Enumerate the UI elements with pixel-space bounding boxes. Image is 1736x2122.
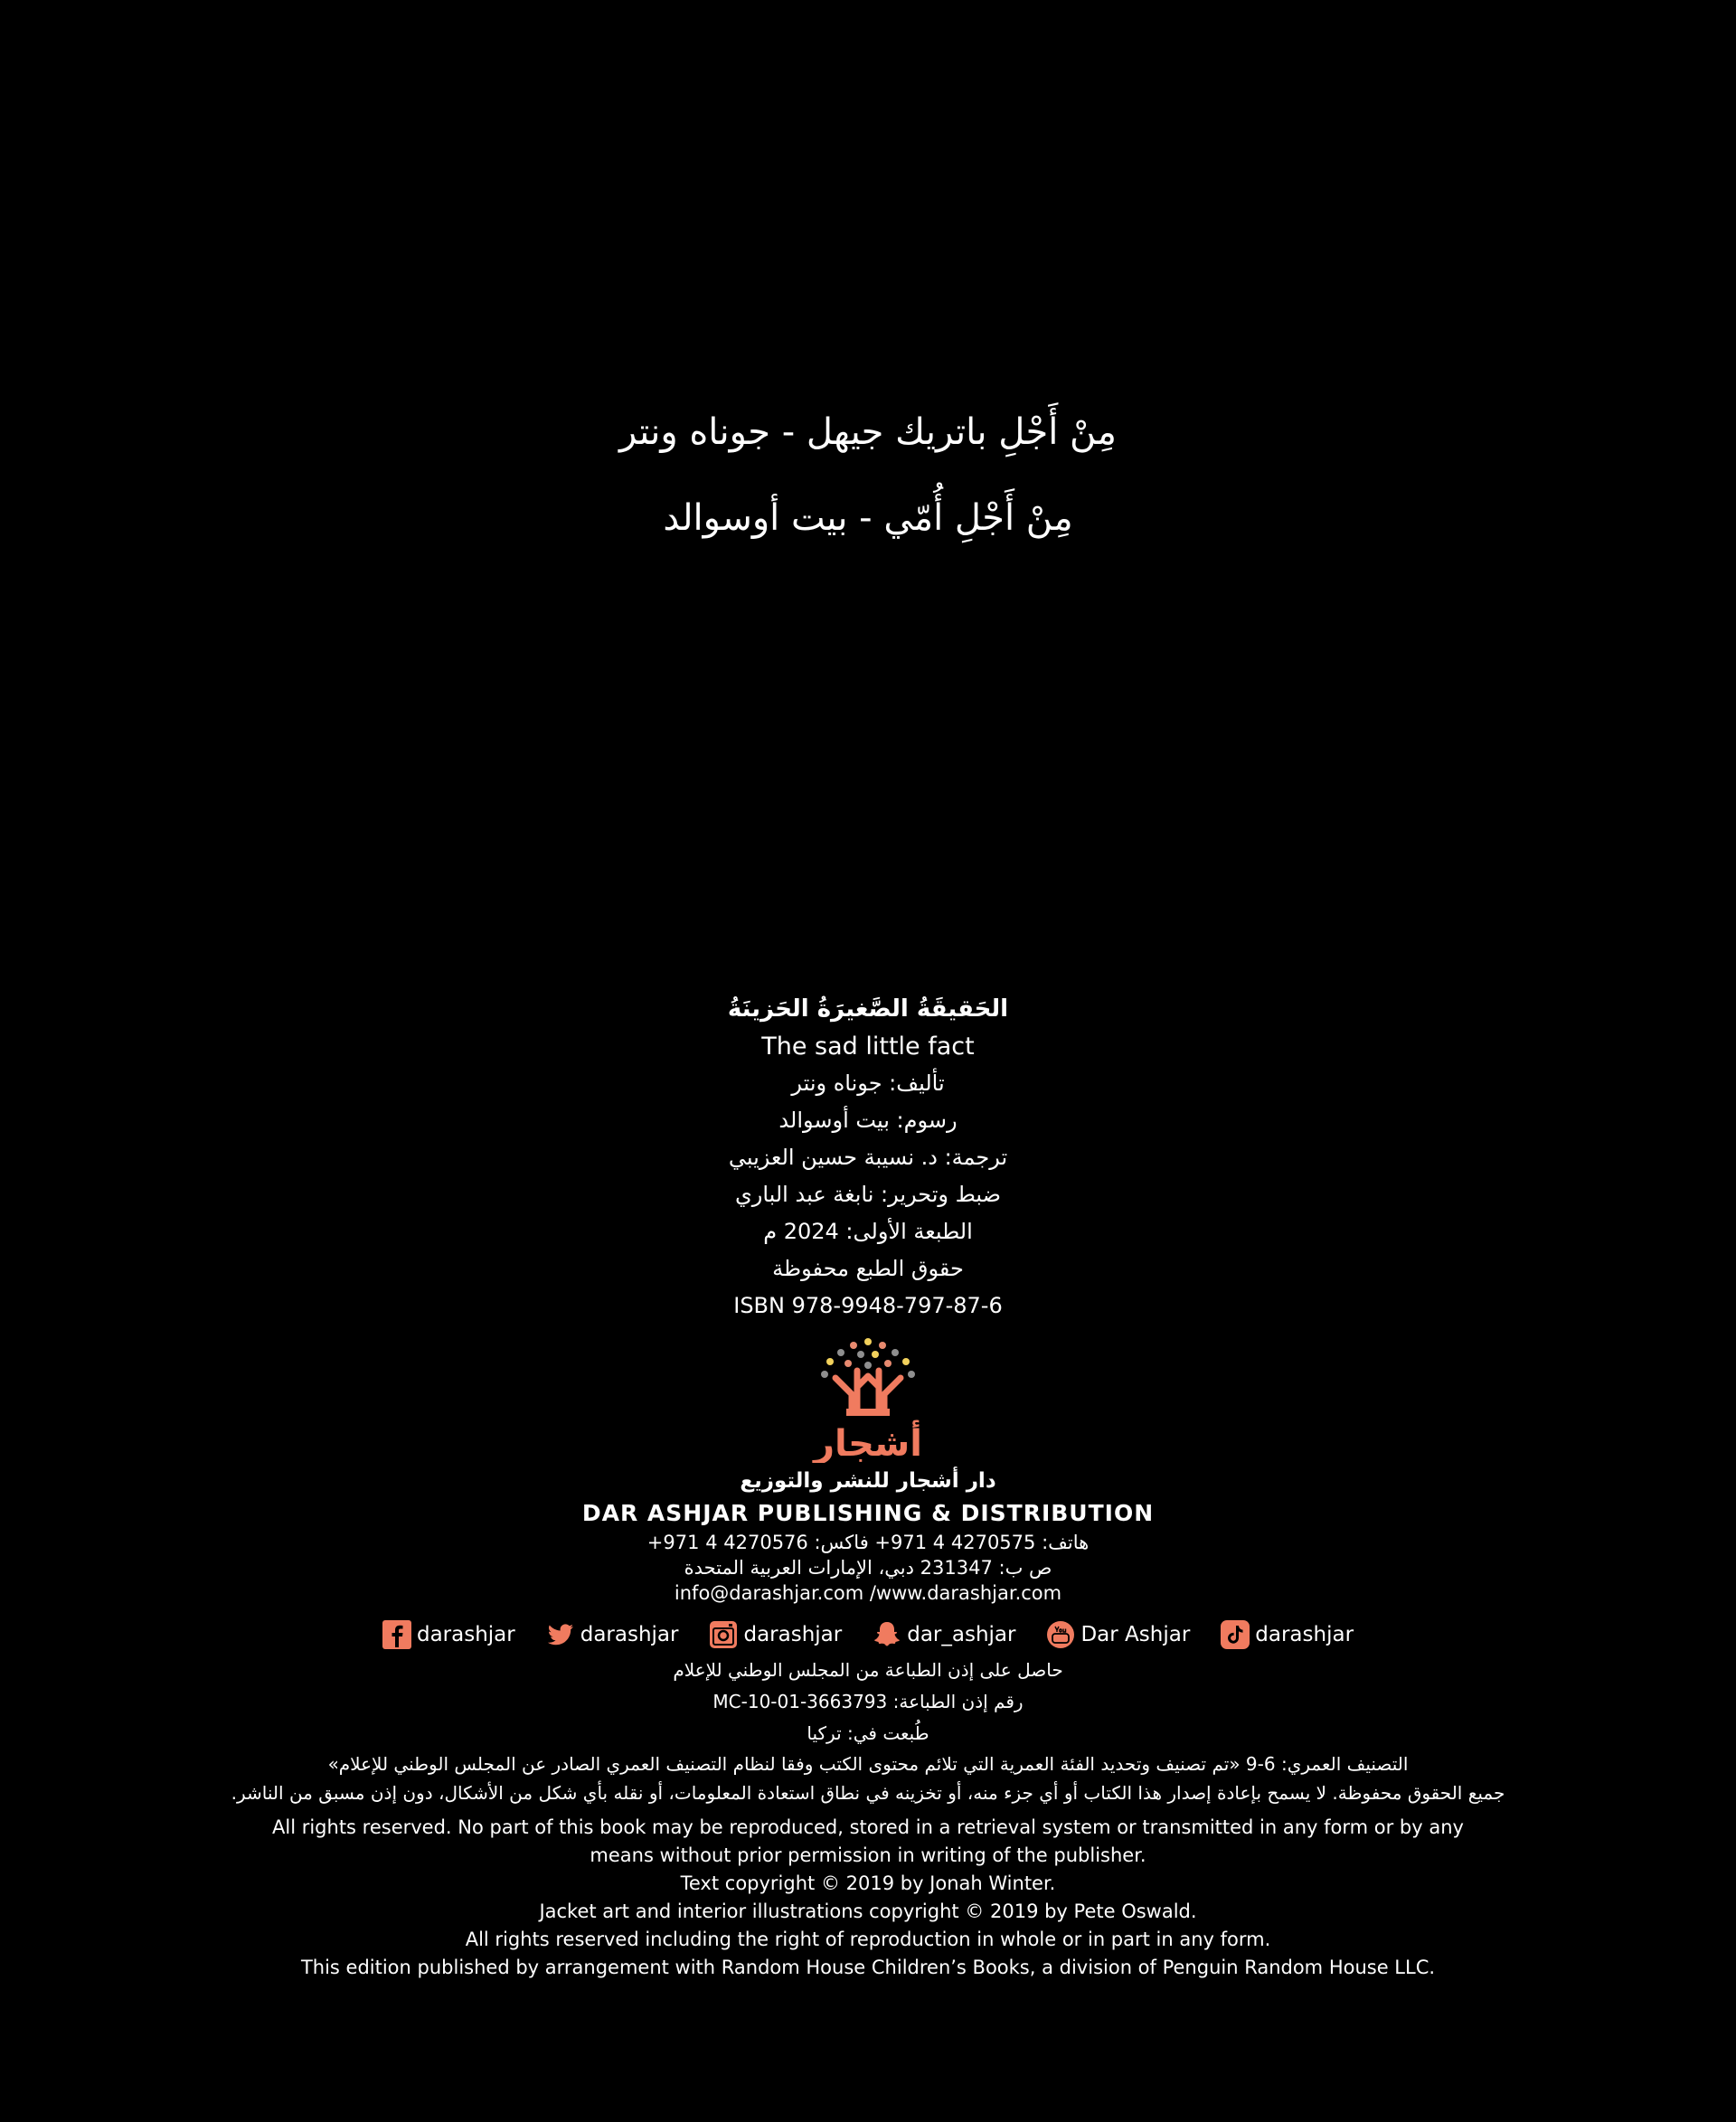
- dedication-line-2: مِنْ أَجْلِ أُمّي - بيت أوسوالد: [663, 497, 1073, 539]
- book-title-english: The sad little fact: [761, 1033, 975, 1061]
- publisher-logo: [805, 1336, 931, 1463]
- author-credit: تأليف: جوناه ونتر: [791, 1070, 945, 1096]
- social-handle: darashjar: [416, 1623, 515, 1646]
- editor-credit: ضبط وتحرير: نابغة عبد الباري: [734, 1182, 1002, 1207]
- english-rights-line: means without prior permission in writing of the publisher.: [590, 1844, 1146, 1866]
- twitter-icon: [546, 1620, 575, 1649]
- publisher-phone-fax: هاتف: 4270575 4 971+ فاكس: 4270576 4 971+: [646, 1532, 1090, 1553]
- publisher-name-english: DAR ASHJAR PUBLISHING & DISTRIBUTION: [581, 1500, 1155, 1526]
- english-rights-line: All rights reserved. No part of this book may be reproduced, stored in a retrieval system or transmitted in any form or by any: [272, 1816, 1464, 1838]
- facebook-icon: [382, 1620, 411, 1649]
- logo-wordmark: أشجار: [814, 1423, 922, 1463]
- social-handle: darashjar: [1255, 1623, 1354, 1646]
- dedication-line-1: مِنْ أَجْلِ باتريك جيهل - جوناه ونتر: [619, 411, 1117, 453]
- social-youtube[interactable]: [1046, 1620, 1190, 1649]
- social-twitter[interactable]: [546, 1620, 679, 1649]
- age-rating: التصنيف العمري: 6-9 «تم تصنيف وتحديد الفئة العمرية التي تلائم محتوى الكتب وفقا لنظام التصنيف العمري الصادر عن المجلس الوطني للإعلام»: [327, 1753, 1409, 1775]
- print-permit-number: رقم إذن الطباعة: MC-10-01-3663793: [712, 1691, 1024, 1712]
- printed-in: طُبعت في: تركيا: [807, 1722, 929, 1744]
- translator-credit: ترجمة: د. نسيبة حسين العزيبي: [728, 1145, 1008, 1170]
- tiktok-icon: [1221, 1620, 1250, 1649]
- snapchat-icon: [873, 1620, 901, 1649]
- publisher-info: [0, 1465, 1736, 1606]
- social-snapchat[interactable]: [873, 1620, 1015, 1649]
- book-title-arabic: الحَقيقَةُ الصَّغيرَةُ الحَزينَةُ: [727, 995, 1009, 1023]
- isbn: ISBN 978-9948-797-87-6: [733, 1293, 1003, 1318]
- social-facebook[interactable]: [382, 1620, 515, 1649]
- publisher-address: ص ب: 231347 دبي، الإمارات العربية المتحدة: [684, 1557, 1052, 1579]
- credits-block: [0, 991, 1736, 1325]
- english-rights-line: Jacket art and interior illustrations copyright © 2019 by Pete Oswald.: [539, 1900, 1197, 1922]
- rights-statement-arabic: جميع الحقوق محفوظة. لا يسمح بإعادة إصدار هذا الكتاب أو أي جزء منه، أو تخزينه في نطاق استعادة المعلومات، أو نقله بأي شكل من الأشكال، دون إذن مسبق من الناشر.: [231, 1782, 1505, 1804]
- publisher-name-arabic: دار أشجار للنشر والتوزيع: [740, 1469, 996, 1493]
- social-links: [0, 1620, 1736, 1649]
- social-handle: darashjar: [580, 1623, 679, 1646]
- legal-info: [0, 1655, 1736, 1807]
- social-instagram[interactable]: [709, 1620, 842, 1649]
- social-tiktok[interactable]: [1221, 1620, 1354, 1649]
- rights-reserved: حقوق الطبع محفوظة: [772, 1256, 964, 1281]
- edition-info: الطبعة الأولى: 2024 م: [763, 1219, 973, 1244]
- illustrator-credit: رسوم: بيت أوسوالد: [778, 1108, 958, 1133]
- social-handle: Dar Ashjar: [1080, 1623, 1191, 1646]
- english-rights: [0, 1814, 1736, 1982]
- social-handle: darashjar: [743, 1623, 843, 1646]
- publisher-logo-mark: [805, 1336, 931, 1463]
- english-rights-line: Text copyright © 2019 by Jonah Winter.: [680, 1872, 1056, 1894]
- instagram-icon: [709, 1620, 738, 1649]
- english-rights-line: All rights reserved including the right of reproduction in whole or in part in any form.: [465, 1929, 1271, 1950]
- print-permit: حاصل على إذن الطباعة من المجلس الوطني للإعلام: [673, 1659, 1063, 1681]
- social-handle: dar_ashjar: [907, 1623, 1016, 1646]
- publisher-web: info@darashjar.com /www.darashjar.com: [674, 1582, 1062, 1604]
- youtube-icon: [1046, 1620, 1075, 1649]
- english-rights-line: This edition published by arrangement with Random House Children’s Books, a division of Penguin Random House LLC.: [300, 1957, 1436, 1978]
